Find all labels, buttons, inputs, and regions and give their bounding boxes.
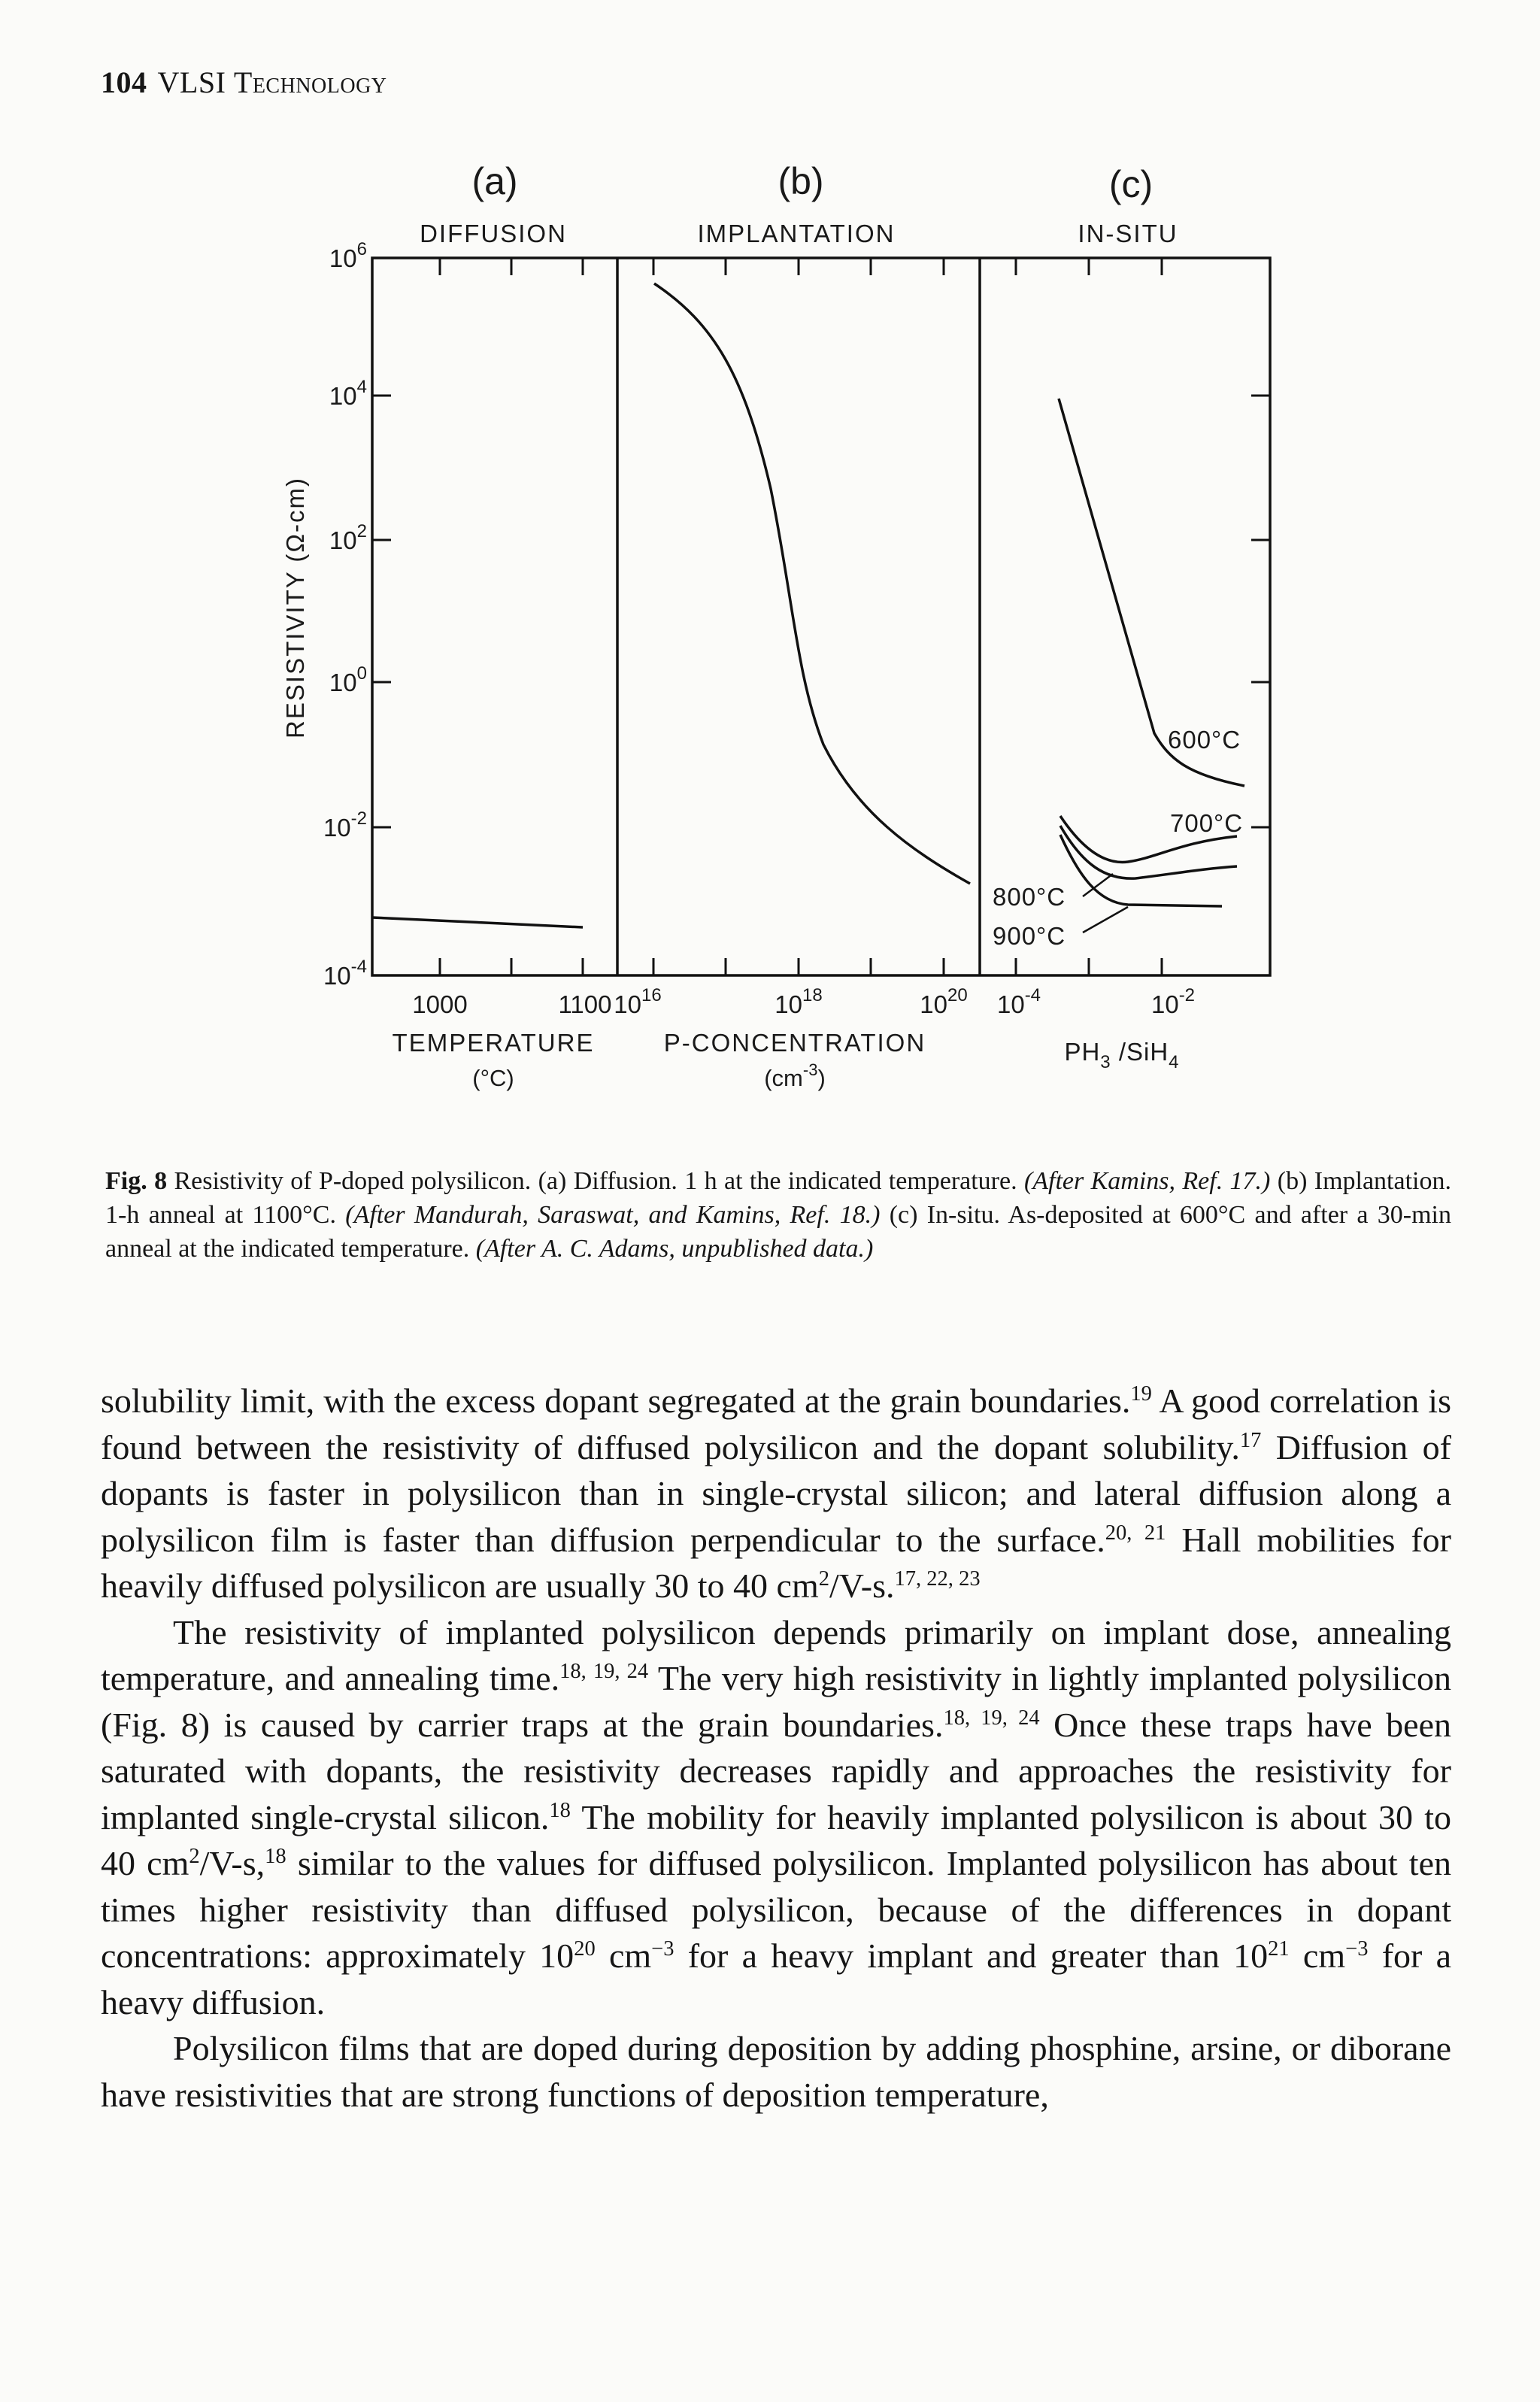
x-ticks-a xyxy=(440,258,583,975)
label-700c: 700°C xyxy=(1170,809,1244,837)
leader-900c xyxy=(1083,907,1128,933)
x-label-c: $PH_3$ /SiH$_4$ xyxy=(1064,1038,1180,1072)
caption-ref-a: (After Kamins, Ref. 17.) xyxy=(1023,1167,1271,1195)
label-800c: 800°C xyxy=(993,883,1066,911)
label-900c: 900°C xyxy=(993,922,1066,950)
y-tick-label: $10^{-2}$ xyxy=(323,808,367,842)
y-tick-label: $10^0$ xyxy=(329,663,367,696)
y-tick-label: $10^4$ xyxy=(329,377,367,410)
x-label-a: TEMPERATURE xyxy=(392,1029,595,1057)
panel-c-title: IN-SITU xyxy=(1078,220,1178,247)
y-ticks-right xyxy=(1251,396,1270,827)
figure-caption: Fig. 8 Resistivity of P-doped polysilicon. (a) Diffusion. 1 h at the indicated temperature. (After Kamins, Ref. 17.) (b) Implantation. 1-h anneal at 1100°C. (After Mandurah, Saraswat, and Kamins, Ref. 18.) (c) In-situ. As-deposited at 600°C and after a 30-min anneal at the indicated temperature. (After A. C. Adams, unpublished data.) xyxy=(105,1167,1451,1263)
panel-a-letter: (a) xyxy=(471,160,518,202)
x-tick-c-minus2: $10^{-2}$ xyxy=(1150,985,1196,1018)
panel-c-letter: (c) xyxy=(1108,163,1153,205)
curve-diffusion xyxy=(372,917,583,927)
y-axis-label: RESISTIVITY (Ω-cm) xyxy=(281,477,309,738)
x-tick-a-1100: 1100 xyxy=(558,990,612,1018)
page-number: 104 xyxy=(101,65,147,99)
panel-b-letter: (b) xyxy=(778,160,824,202)
paragraph-2: The resistivity of implanted polysilicon depends primarily on implant dose, annealing temperature, and annealing time.$^{18, 19, 24}$ The very high resistivity in lightly implanted polysilicon (Fig. 8) is caused by carrier traps at the grain boundaries.$^{18, 19, 24}$ Once these traps have been saturated with dopants, the resistivity decreases rapidly and approaches the resistivity for implanted single-crystal silicon.$^{18}$ The mobility for heavily implanted polysilicon is about 30 to 40 $cm^2/V-s,^{18}$ similar to the values for diffused polysilicon. Implanted polysilicon has about ten times higher resistivity than diffused polysilicon, because of the differences in dopant concentrations: approximately $10^{20}$ $cm^{-3}$ for a heavy implant and greater than $10^{21}$ $cm^{-3}$ for a heavy diffusion. xyxy=(101,1612,1452,2021)
x-unit-b: $(cm^{-3})$ xyxy=(764,1060,826,1091)
figure-8 xyxy=(0,0,1540,1128)
y-tick-label: $10^2$ xyxy=(329,521,367,554)
label-600c: 600°C xyxy=(1168,726,1241,754)
y-ticks-left xyxy=(372,396,391,827)
caption-ref-b: (After Mandurah, Saraswat, and Kamins, Ref. 18.) xyxy=(345,1201,881,1229)
caption-ref-c: (After A. C. Adams, unpublished data.) xyxy=(475,1235,874,1263)
caption-fig-label: Fig. 8 xyxy=(105,1167,168,1195)
x-tick-c-minus4: $10^{-4}$ xyxy=(996,985,1041,1018)
y-tick-labels xyxy=(323,239,367,990)
x-tick-b-20: $10^{20}$ xyxy=(920,985,968,1018)
paragraph-1: solubility limit, with the excess dopant segregated at the grain boundaries.$^{19}$ A good correlation is found between the resistivity of diffused polysilicon and the dopant solubility.$^{17}$ Diffusion of dopants is faster in polysilicon than in single-crystal silicon; and lateral diffusion along a polysilicon film is faster than diffusion perpendicular to the surface.$^{20, 21}$ Hall mobilities for heavily diffused polysilicon are usually 30 to 40 $cm^2/V-s.^{17, 22, 23}$ xyxy=(101,1381,1451,1605)
panel-b-title: IMPLANTATION xyxy=(697,220,896,247)
y-tick-label: $10^{-4}$ xyxy=(323,957,367,990)
paragraph-3: Polysilicon films that are doped during deposition by adding phosphine, arsine, or diborane have resistivities that are strong functions of deposition temperature, xyxy=(101,2029,1451,2114)
plot-frame xyxy=(372,258,1270,975)
x-tick-a-1000: 1000 xyxy=(412,990,468,1018)
panel-a-title: DIFFUSION xyxy=(420,220,567,247)
body-text xyxy=(101,1378,1451,2118)
x-tick-b-18: $10^{18}$ xyxy=(775,985,823,1018)
curve-implantation xyxy=(654,284,970,884)
x-label-b: P-CONCENTRATION xyxy=(663,1029,926,1057)
x-ticks-b xyxy=(653,258,944,975)
x-ticks-c xyxy=(1016,258,1162,975)
y-tick-label: $10^6$ xyxy=(329,239,367,272)
x-unit-a: (°C) xyxy=(472,1065,514,1091)
x-tick-b-16: $10^{16}$ xyxy=(614,985,662,1018)
resistivity-chart xyxy=(0,0,1540,1128)
book-title: VLSI Technology xyxy=(157,65,387,99)
